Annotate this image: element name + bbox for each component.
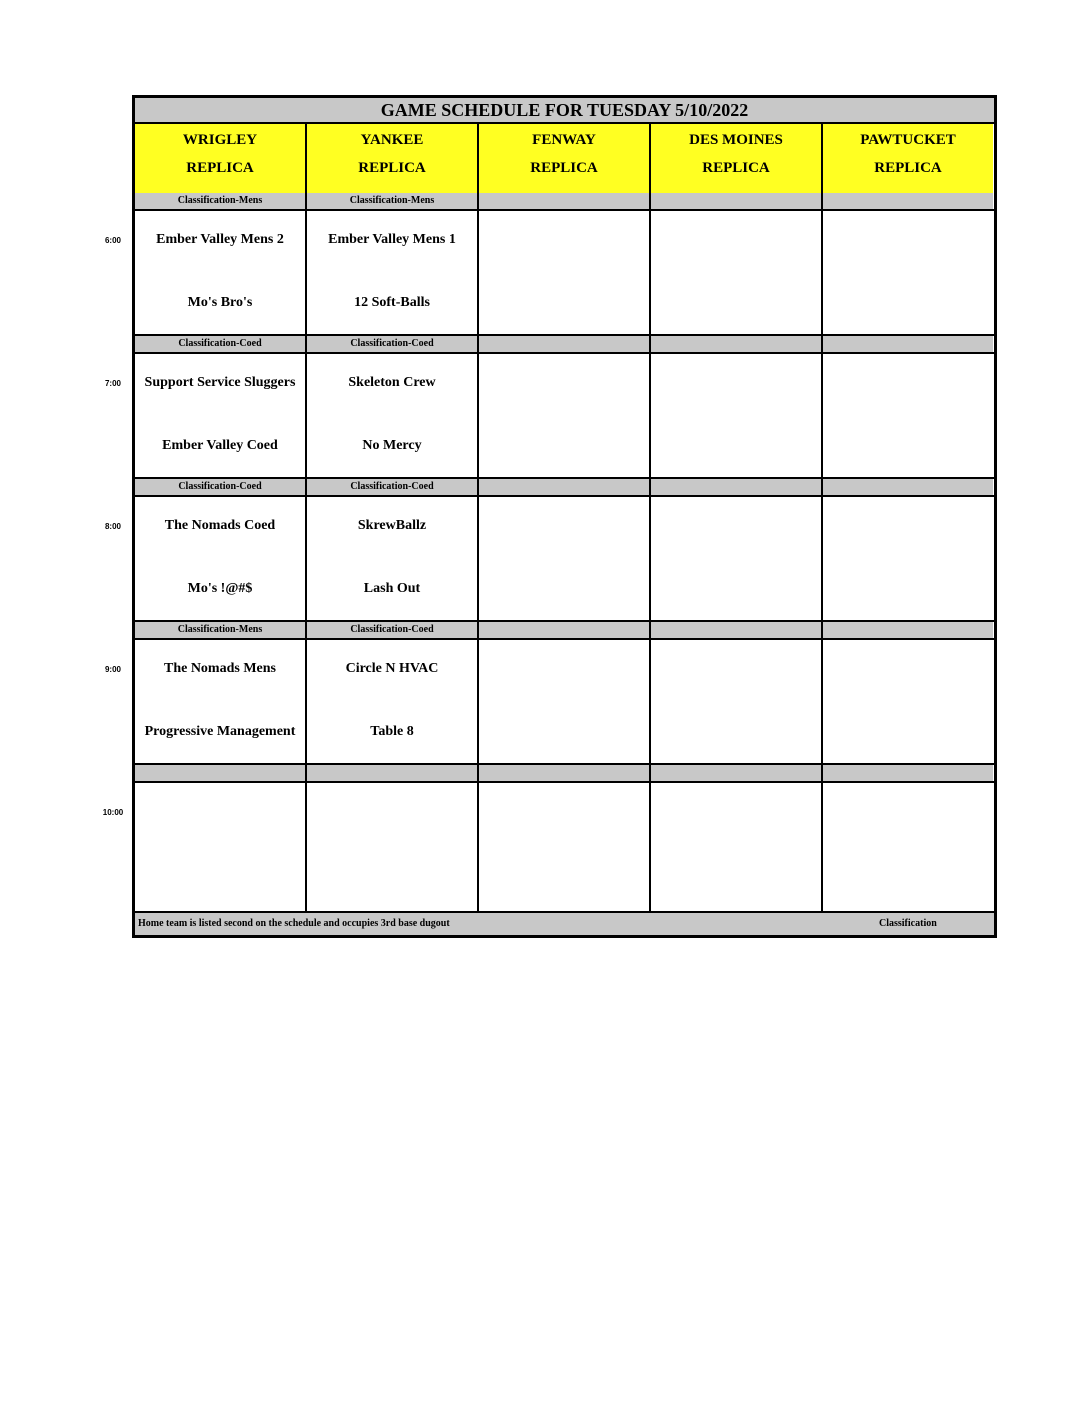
schedule-footer (135, 913, 994, 935)
classification-cell (823, 193, 993, 209)
time-label: 6:00 (104, 236, 121, 245)
classification-cell (823, 336, 993, 352)
classification-cell (479, 479, 649, 495)
away-team: Ember Valley Mens 2 (156, 232, 284, 247)
classification-cell (479, 336, 649, 352)
classification-cell: Classification-Mens (135, 193, 305, 209)
classification-cell: Classification-Coed (135, 336, 305, 352)
page-title: GAME SCHEDULE FOR TUESDAY 5/10/2022 (135, 98, 994, 124)
classification-cell (479, 622, 649, 638)
field-name: PAWTUCKET (860, 132, 956, 148)
field-subtitle: REPLICA (874, 160, 942, 176)
classification-cell (823, 622, 993, 638)
classification-cell (479, 193, 649, 209)
home-team: 12 Soft-Balls (354, 295, 430, 310)
classification-cell (651, 765, 821, 781)
time-label: 9:00 (104, 665, 121, 674)
time-label: 10:00 (102, 808, 124, 817)
classification-cell: Classification-Coed (307, 622, 477, 638)
row-divider (135, 352, 994, 354)
home-team: Lash Out (363, 581, 421, 596)
away-team: Circle N HVAC (345, 661, 439, 676)
home-team: Ember Valley Coed (162, 438, 278, 453)
column-divider (821, 124, 823, 913)
classification-cell: Classification-Coed (307, 336, 477, 352)
classification-cell (651, 336, 821, 352)
field-subtitle: REPLICA (358, 160, 426, 176)
row-divider (135, 477, 994, 479)
field-subtitle: REPLICA (186, 160, 254, 176)
home-team: Mo's Bro's (187, 295, 253, 310)
row-divider (135, 495, 994, 497)
time-label: 7:00 (104, 379, 121, 388)
classification-cell (823, 765, 993, 781)
classification-cell: Classification-Coed (307, 479, 477, 495)
field-subtitle: REPLICA (530, 160, 598, 176)
home-team: Table 8 (370, 724, 414, 739)
field-header-3 (651, 124, 821, 195)
field-name: WRIGLEY (182, 132, 258, 148)
classification-cell (651, 622, 821, 638)
row-divider (135, 620, 994, 622)
home-team: No Mercy (362, 438, 422, 453)
row-divider (135, 911, 994, 913)
classification-cell: Classification-Mens (307, 193, 477, 209)
classification-cell (135, 765, 305, 781)
field-name: DES MOINES (689, 132, 783, 148)
away-team: SkrewBallz (357, 518, 427, 533)
field-header-4 (823, 124, 993, 195)
field-name: FENWAY (532, 132, 596, 148)
row-divider (135, 781, 994, 783)
away-team: The Nomads Coed (164, 518, 276, 533)
away-team: Support Service Sluggers (144, 375, 296, 390)
column-divider (649, 124, 651, 913)
schedule-table (132, 95, 997, 938)
classification-cell (823, 479, 993, 495)
row-divider (135, 638, 994, 640)
field-header-2 (479, 124, 649, 195)
classification-cell: Classification-Coed (135, 479, 305, 495)
row-divider (135, 209, 994, 211)
classification-cell (479, 765, 649, 781)
row-divider (135, 334, 994, 336)
away-team: Ember Valley Mens 1 (328, 232, 456, 247)
classification-cell (307, 765, 477, 781)
home-team: Progressive Management (144, 724, 296, 739)
classification-cell: Classification-Mens (135, 622, 305, 638)
column-divider (477, 124, 479, 913)
classification-cell (651, 193, 821, 209)
field-header-1 (307, 124, 477, 195)
column-divider (305, 124, 307, 913)
row-divider (135, 763, 994, 765)
home-team-note: Home team is listed second on the schedule and occupies 3rd base dugout (138, 918, 450, 929)
classification-legend: Classification (879, 918, 937, 929)
field-name: YANKEE (360, 132, 424, 148)
field-subtitle: REPLICA (702, 160, 770, 176)
away-team: Skeleton Crew (348, 375, 436, 390)
time-label: 8:00 (104, 522, 121, 531)
classification-cell (651, 479, 821, 495)
home-team: Mo's !@#$ (187, 581, 253, 596)
away-team: The Nomads Mens (163, 661, 276, 676)
field-header-0 (135, 124, 305, 195)
